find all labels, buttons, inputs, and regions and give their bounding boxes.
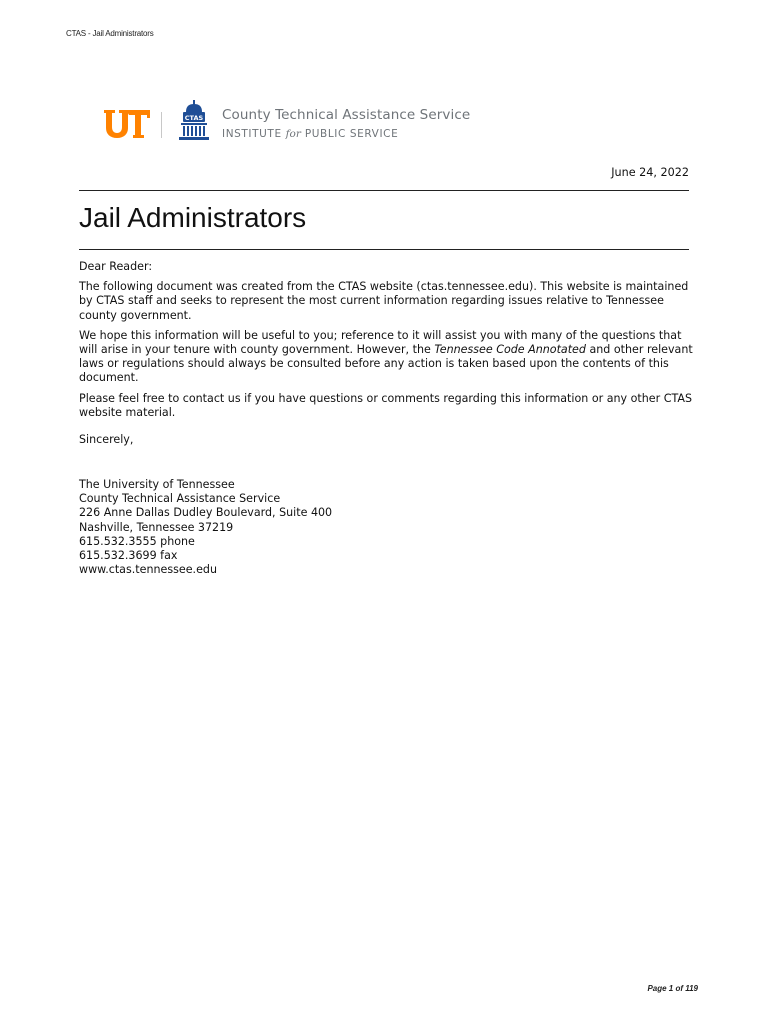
org-name: County Technical Assistance Service — [222, 107, 471, 123]
salutation: Dear Reader: — [79, 260, 153, 273]
ctas-logo — [104, 100, 494, 142]
title-top-rule — [79, 190, 689, 191]
address-block — [79, 478, 332, 577]
fax-number: 615.532.3699 fax — [79, 549, 178, 563]
institute-name — [222, 128, 398, 140]
paragraph-2 — [79, 329, 694, 386]
capitol-badge-text: CTAS — [184, 114, 204, 122]
page-title: Jail Administrators — [79, 202, 307, 233]
institute-post: PUBLIC SERVICE — [304, 128, 399, 140]
institute-pre: INSTITUTE — [222, 128, 282, 140]
logo-divider — [161, 112, 162, 138]
website-url: www.ctas.tennessee.edu — [79, 563, 217, 577]
title-bottom-rule — [79, 249, 689, 250]
running-header: CTAS - Jail Administrators — [66, 29, 154, 38]
closing: Sincerely, — [79, 433, 134, 447]
document-date: June 24, 2022 — [611, 166, 689, 179]
institute-for: for — [285, 128, 301, 140]
capitol-building-icon — [177, 100, 211, 142]
code-title: Tennessee Code Annotated — [434, 343, 586, 357]
address-line: County Technical Assistance Service — [79, 492, 281, 506]
page-number: Page 1 of 119 — [647, 984, 698, 993]
paragraph-1: The following document was created from the CTAS website (ctas.tennessee.edu). This website is maintained by CTAS staff and seeks to represent the most current information regarding issues relative to Tennessee county government. — [79, 280, 689, 322]
address-line: 226 Anne Dallas Dudley Boulevard, Suite 400 — [79, 506, 333, 520]
ut-logo-icon — [104, 110, 150, 138]
paragraph-2-after: and other relevant laws or regulations should always be consulted before any action is taken based upon the contents of this document. — [79, 343, 693, 385]
paragraph-2-before: We hope this information will be useful to you; reference to it will assist you with many of the questions that will arise in your tenure with county government. However, the — [79, 328, 682, 357]
address-line: Nashville, Tennessee 37219 — [79, 520, 234, 534]
phone-number: 615.532.3555 phone — [79, 534, 195, 548]
paragraph-3: Please feel free to contact us if you have questions or comments regarding this information or any other CTAS website material. — [79, 391, 692, 419]
address-line: The University of Tennessee — [79, 478, 235, 491]
letter-body — [79, 260, 694, 447]
